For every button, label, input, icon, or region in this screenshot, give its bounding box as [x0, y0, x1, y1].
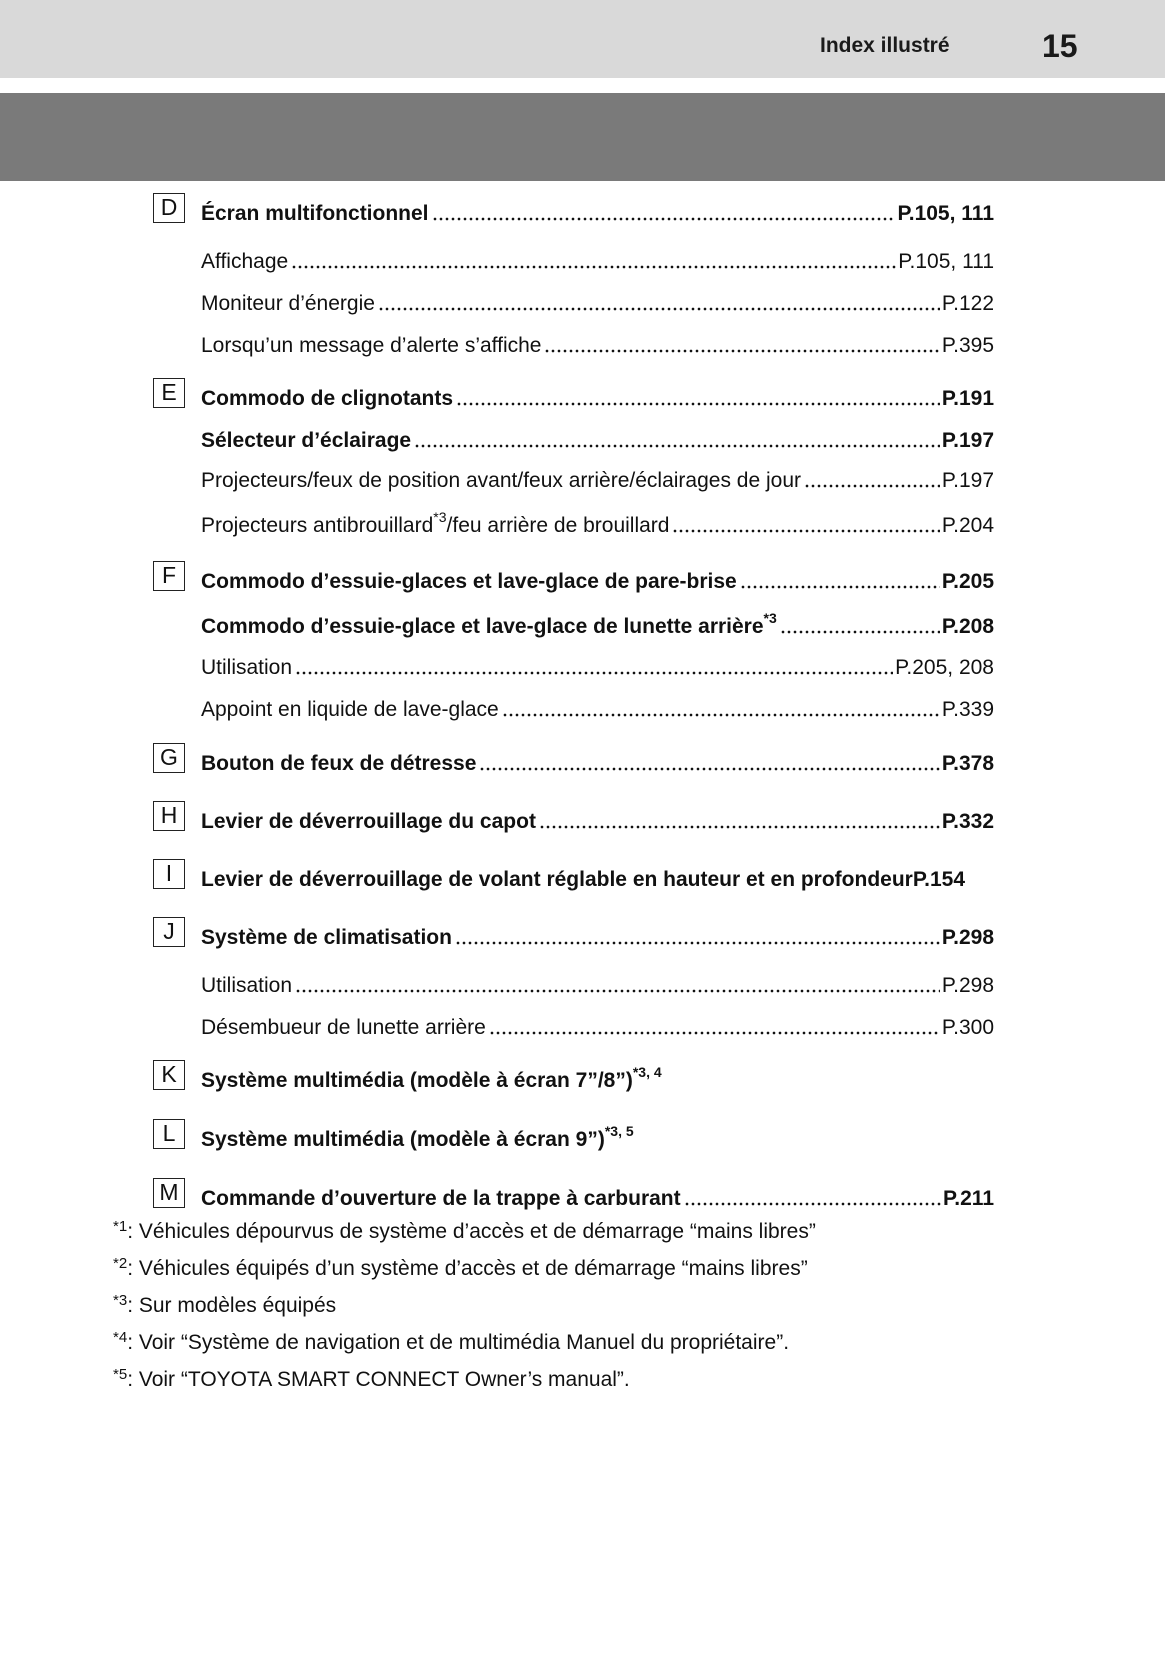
- footnote-mark: *1: [113, 1218, 128, 1235]
- index-entry: [201, 806, 994, 834]
- section-letter-k: K: [153, 1060, 185, 1090]
- dot-leader: [539, 824, 940, 830]
- entry-label: Commodo d’essuie-glace et lave-glace de lunette arrière$^{*3}$: [201, 610, 777, 638]
- page-reference: P.191: [941, 387, 994, 410]
- dot-leader: [378, 306, 940, 312]
- index-entry: [201, 652, 994, 680]
- entry-label: Système de climatisation: [201, 926, 452, 949]
- footnote: [113, 1220, 816, 1246]
- entry-label: Projecteurs antibrouillard$^{*3}$/feu arrière de brouillard: [201, 509, 670, 537]
- header-title: Index illustré: [820, 34, 950, 57]
- dot-leader: [502, 712, 940, 718]
- section-letter-f: F: [153, 561, 185, 591]
- section-letter-i: I: [153, 859, 185, 889]
- footnote-ref: *3: [433, 509, 447, 525]
- entry-label: Moniteur d’énergie: [201, 292, 375, 315]
- entry-label: Commande d’ouverture de la trappe à carburant: [201, 1187, 681, 1210]
- footnote-text: : Voir “TOYOTA SMART CONNECT Owner’s manual”.: [127, 1368, 630, 1391]
- footnote-ref: *3, 5: [604, 1123, 634, 1139]
- index-entry: [201, 1065, 994, 1093]
- page-reference: P.332: [941, 810, 994, 833]
- index-entry: [201, 566, 994, 594]
- entry-label: Commodo d’essuie-glaces et lave-glace de pare-brise: [201, 570, 737, 593]
- entry-label: Utilisation: [201, 974, 293, 997]
- index-entry: [201, 330, 994, 358]
- footnote-mark: *5: [113, 1366, 128, 1383]
- entry-label: Sélecteur d’éclairage: [201, 429, 412, 452]
- page-reference: P.105, 111: [898, 250, 994, 273]
- dot-leader: [479, 766, 939, 772]
- page-reference: P.211: [942, 1187, 994, 1210]
- entry-label: Lorsqu’un message d’alerte s’affiche: [201, 334, 542, 357]
- entry-label: Utilisation: [201, 656, 293, 679]
- section-letter-m: M: [153, 1178, 185, 1208]
- page-reference: P.205: [941, 570, 994, 593]
- index-entry: [201, 198, 994, 226]
- index-entry: [201, 510, 994, 538]
- footnote-text: : Sur modèles équipés: [127, 1294, 337, 1317]
- footnote-ref: *3: [763, 610, 777, 626]
- entry-label: Bouton de feux de détresse: [201, 752, 477, 775]
- footnote-text: : Voir “Système de navigation et de multimédia Manuel du propriétaire”.: [127, 1331, 790, 1354]
- dot-leader: [740, 584, 940, 590]
- page-number: 15: [1042, 28, 1078, 64]
- dot-leader: [432, 216, 896, 222]
- page-reference: P.105, 111: [897, 202, 994, 225]
- dot-leader: [804, 483, 940, 489]
- page-reference: P.378: [941, 752, 994, 775]
- footnote-mark: *4: [113, 1329, 128, 1346]
- index-entry: [201, 748, 994, 776]
- section-letter-h: H: [153, 801, 185, 831]
- page-header: [0, 0, 1165, 78]
- index-entry: [201, 425, 994, 453]
- dot-leader: [672, 528, 939, 534]
- footnote-mark: *2: [113, 1255, 128, 1272]
- dot-leader: [455, 940, 940, 946]
- index-entry: [201, 922, 994, 950]
- index-entry: [201, 1012, 994, 1040]
- page-reference: P.298: [941, 926, 994, 949]
- dot-leader: [780, 629, 940, 635]
- index-entry: [201, 694, 994, 722]
- page-reference: P.395: [941, 334, 994, 357]
- dot-leader: [456, 401, 940, 407]
- entry-label: Projecteurs/feux de position avant/feux arrière/éclairages de jour: [201, 469, 801, 492]
- dot-leader: [295, 670, 893, 676]
- entry-label: Levier de déverrouillage du capot: [201, 810, 536, 833]
- footnote-text: : Véhicules équipés d’un système d’accès et de démarrage “mains libres”: [127, 1257, 808, 1280]
- page-reference: P.204: [941, 514, 994, 537]
- footnote: [113, 1294, 336, 1320]
- section-letter-l: L: [153, 1119, 185, 1149]
- index-entry: [201, 970, 994, 998]
- footnote-text: : Véhicules dépourvus de système d’accès et de démarrage “mains libres”: [127, 1220, 816, 1243]
- entry-label: Système multimédia (modèle à écran 9”)$^{*3, 5}$: [201, 1123, 634, 1151]
- section-letter-j: J: [153, 917, 185, 947]
- page-reference: P.339: [941, 698, 994, 721]
- entry-label: Système multimédia (modèle à écran 7”/8”)$^{*3, 4}$: [201, 1064, 662, 1092]
- page-reference: P.122: [941, 292, 994, 315]
- section-letter-g: G: [153, 743, 185, 773]
- entry-label: Levier de déverrouillage de volant réglable en hauteur et en profondeur: [201, 868, 913, 891]
- index-entry: [201, 288, 994, 316]
- index-entry: [201, 1124, 994, 1152]
- dot-leader: [489, 1030, 940, 1036]
- section-letter-d: D: [153, 193, 185, 223]
- footnote: [113, 1257, 808, 1283]
- entry-label: Écran multifonctionnel: [201, 202, 429, 225]
- dot-leader: [684, 1201, 941, 1207]
- entry-label: Commodo de clignotants: [201, 387, 453, 410]
- index-entry: [201, 864, 994, 892]
- index-entry: [201, 611, 994, 639]
- page-reference: P.154: [912, 868, 966, 891]
- page-reference: P.298: [941, 974, 994, 997]
- dot-leader: [295, 988, 940, 994]
- section-banner: [0, 93, 1165, 181]
- page-reference: P.197: [941, 469, 994, 492]
- section-letter-e: E: [153, 378, 185, 408]
- entry-label: Affichage: [201, 250, 289, 273]
- dot-leader: [291, 264, 896, 270]
- page-reference: P.208: [941, 615, 994, 638]
- dot-leader: [414, 443, 940, 449]
- dot-leader: [544, 348, 939, 354]
- entry-label: Appoint en liquide de lave-glace: [201, 698, 499, 721]
- footnote-ref: *3, 4: [632, 1064, 662, 1080]
- index-entry: [201, 246, 994, 274]
- index-entry: [201, 465, 994, 493]
- footnote: [113, 1331, 789, 1357]
- index-entry: [201, 383, 994, 411]
- page-reference: P.205, 208: [895, 656, 994, 679]
- footnote-mark: *3: [113, 1292, 128, 1309]
- footnote: [113, 1368, 630, 1394]
- page-reference: P.300: [941, 1016, 994, 1039]
- index-entry: [201, 1183, 994, 1211]
- page-reference: P.197: [941, 429, 994, 452]
- entry-label: Désembueur de lunette arrière: [201, 1016, 486, 1039]
